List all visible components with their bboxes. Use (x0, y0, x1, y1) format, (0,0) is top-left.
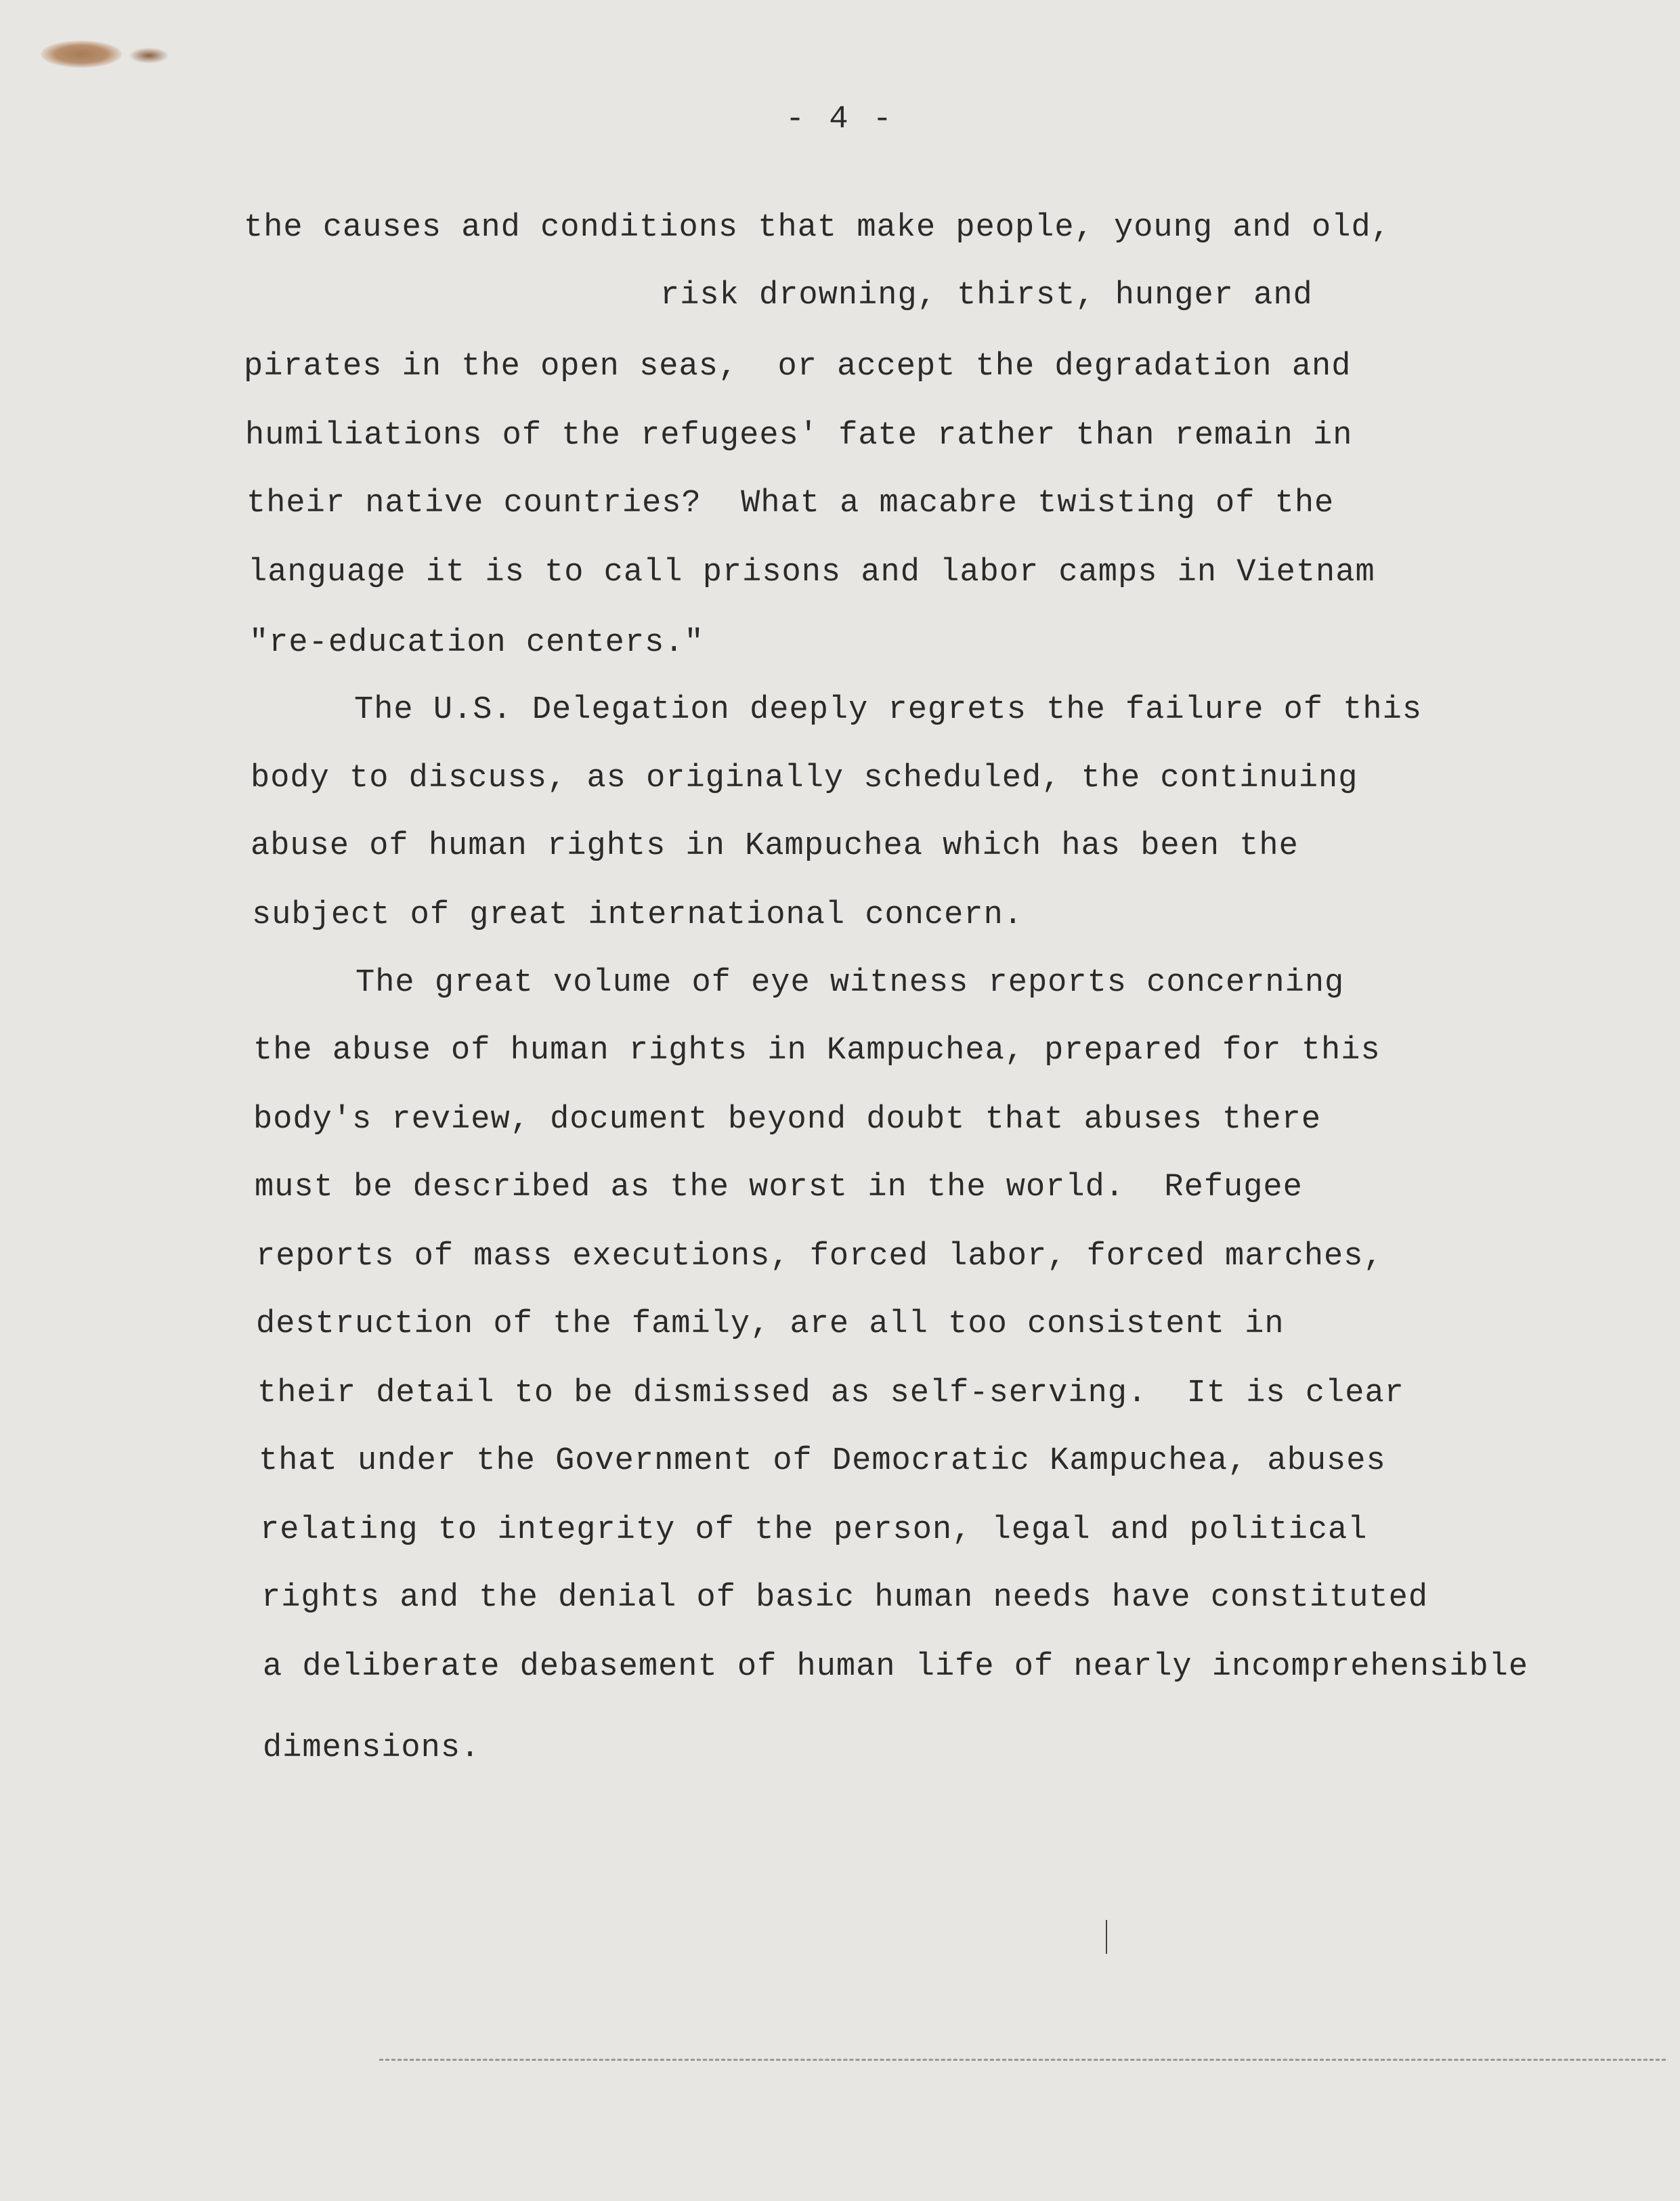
text-line: The great volume of eye witness reports concerning (356, 965, 1345, 1001)
text-line: that under the Government of Democratic Kampuchea, abuses (259, 1443, 1386, 1479)
text-line: reports of mass executions, forced labor, forced marches, (256, 1239, 1383, 1275)
text-line: rights and the denial of basic human needs have constituted (261, 1580, 1429, 1616)
stain-mark-small (129, 47, 169, 64)
text-line: The U.S. Delegation deeply regrets the failure of this (354, 692, 1423, 728)
text-line: abuse of human rights in Kampuchea which has been the (251, 828, 1299, 864)
text-line: a deliberate debasement of human life of nearly incomprehensible (263, 1649, 1529, 1685)
page-number: - 4 - (785, 102, 895, 137)
text-line: their detail to be dismissed as self-serving. It is clear (257, 1375, 1404, 1411)
text-line: pirates in the open seas, or accept the degradation and (244, 349, 1352, 385)
text-line: body's review, document beyond doubt that abuses there (253, 1102, 1322, 1138)
text-line: the abuse of human rights in Kampuchea, prepared for this (253, 1033, 1381, 1069)
text-line: "re-education centers." (249, 625, 704, 661)
text-line: subject of great international concern. (252, 897, 1023, 933)
margin-tick (1106, 1920, 1107, 1954)
text-line: language it is to call prisons and labor camps in Vietnam (248, 555, 1375, 591)
text-line: their native countries? What a macabre twisting of the (246, 486, 1335, 521)
text-line: must be described as the worst in the world. Refugee (255, 1170, 1303, 1205)
text-line: body to discuss, as originally scheduled, the continuing (251, 761, 1358, 796)
text-line: the causes and conditions that make people, young and old, (244, 210, 1391, 246)
text-line: humiliations of the refugees' fate rather than remain in (245, 418, 1353, 454)
text-line: destruction of the family, are all too consistent in (256, 1306, 1285, 1342)
dashed-rule (379, 2059, 1666, 2061)
stain-mark (41, 41, 122, 68)
text-line: dimensions. (263, 1730, 481, 1766)
text-line: relating to integrity of the person, legal and political (260, 1512, 1368, 1548)
text-line: risk drowning, thirst, hunger and (660, 278, 1313, 314)
